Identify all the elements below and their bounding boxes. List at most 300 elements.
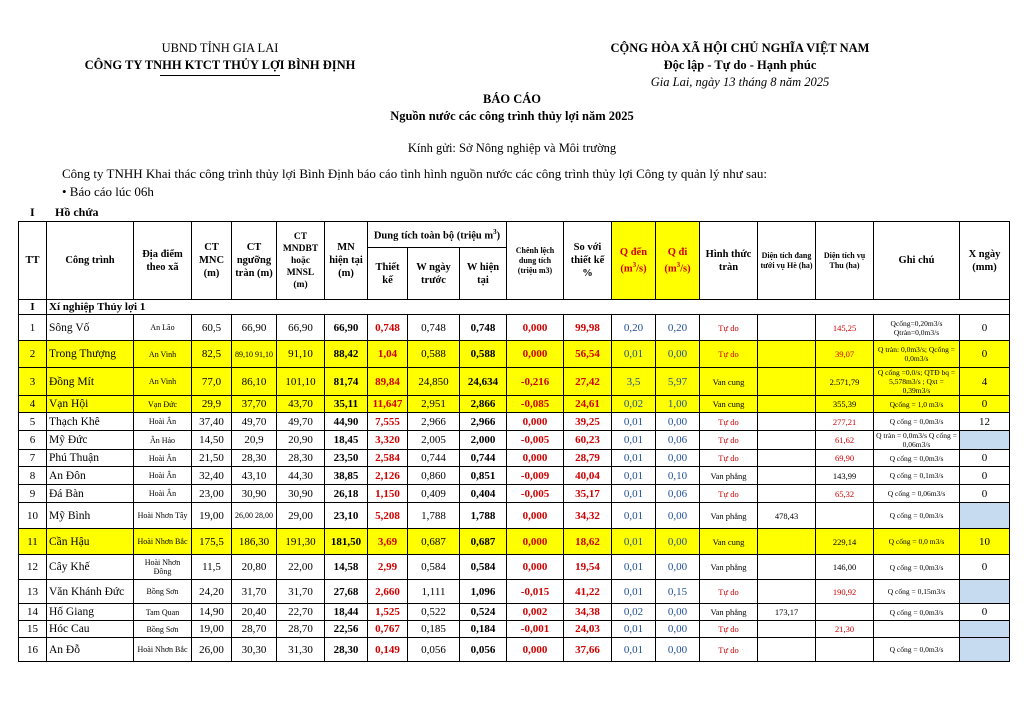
header-ct-mnc: CT MNC (m) [192, 222, 232, 300]
x-ngay: 0 [960, 467, 1010, 485]
header-left [70, 40, 370, 76]
dien-tich-he: 478,43 [758, 503, 816, 529]
ghi-chu: Q cống = 0,0m3/s [874, 503, 960, 529]
ct-mnc: 77,0 [192, 368, 232, 396]
location: An Vinh [134, 368, 192, 396]
ct-mndbt: 22,00 [277, 555, 325, 580]
q-di: 0,00 [656, 503, 700, 529]
table-row [19, 341, 1010, 368]
header-divider [160, 75, 280, 76]
dien-tich-he [758, 431, 816, 450]
w-ngay-truoc: 0,860 [408, 467, 460, 485]
ct-mnc: 23,00 [192, 485, 232, 503]
table-row [19, 638, 1010, 662]
header-dien-tich-he: Diện tích đang tưới vụ Hè (ha) [758, 222, 816, 300]
header-tt: TT [19, 222, 47, 300]
header-mn-hien-tai: MN hiện tại (m) [325, 222, 368, 300]
authority-name: UBND TỈNH GIA LAI [161, 41, 279, 55]
chenh-lech: -0,005 [507, 431, 564, 450]
ct-nguong: 28,30 [232, 450, 277, 467]
ct-mnc: 32,40 [192, 467, 232, 485]
station-name: Sông Vố [47, 315, 134, 341]
tt-cell: 14 [19, 604, 47, 621]
x-ngay: 0 [960, 315, 1010, 341]
company-name: CÔNG TY TNHH KTCT THỦY LỢI BÌNH ĐỊNH [84, 58, 356, 72]
q-di: 0,00 [656, 604, 700, 621]
q-den: 0,01 [612, 485, 656, 503]
x-ngay [960, 638, 1010, 662]
header-so-voi: So với thiết kế % [564, 222, 612, 300]
tt-cell: 8 [19, 467, 47, 485]
tt-cell: 9 [19, 485, 47, 503]
hinh-thuc: Tự do [700, 580, 758, 604]
so-voi: 56,54 [564, 341, 612, 368]
dien-tich-he [758, 555, 816, 580]
station-name: Hố Giang [47, 604, 134, 621]
chenh-lech: 0,000 [507, 315, 564, 341]
ct-nguong: 66,90 [232, 315, 277, 341]
dien-tich-thu [816, 604, 874, 621]
tt-cell: 4 [19, 396, 47, 413]
header-ct-nguong: CT ngưỡng tràn (m) [232, 222, 277, 300]
table-row [19, 368, 1010, 396]
header-dien-tich-thu: Diện tích vụ Thu (ha) [816, 222, 874, 300]
tt-cell: 1 [19, 315, 47, 341]
tt-cell: 10 [19, 503, 47, 529]
w-hien-tai: 0,851 [460, 467, 507, 485]
w-hien-tai: 0,744 [460, 450, 507, 467]
thiet-ke: 2,660 [368, 580, 408, 604]
hinh-thuc: Tự do [700, 638, 758, 662]
chenh-lech: -0,085 [507, 396, 564, 413]
ct-nguong: 89,10 91,10 [232, 341, 277, 368]
station-name: Mỹ Đức [47, 431, 134, 450]
so-voi: 60,23 [564, 431, 612, 450]
q-di: 1,00 [656, 396, 700, 413]
ct-nguong: 26,00 28,00 [232, 503, 277, 529]
ct-mndbt: 49,70 [277, 413, 325, 431]
w-hien-tai: 1,788 [460, 503, 507, 529]
q-den: 0,01 [612, 529, 656, 555]
ct-mndbt: 28,70 [277, 621, 325, 638]
w-ngay-truoc: 1,788 [408, 503, 460, 529]
w-hien-tai: 1,096 [460, 580, 507, 604]
hinh-thuc: Tự do [700, 450, 758, 467]
location: Bồng Sơn [134, 580, 192, 604]
location: Hoài Nhơn Bắc [134, 638, 192, 662]
station-name: Phú Thuận [47, 450, 134, 467]
dien-tich-he [758, 396, 816, 413]
ghi-chu: Q cống = 0,0m3/s [874, 604, 960, 621]
header-thiet-ke: Thiết kế [368, 248, 408, 300]
ghi-chu: Q tràn: 0,0m3/s; Qcống = 0,0m3/s [874, 341, 960, 368]
dien-tich-he [758, 467, 816, 485]
thiet-ke: 3,69 [368, 529, 408, 555]
thiet-ke: 3,320 [368, 431, 408, 450]
chenh-lech: 0,000 [507, 503, 564, 529]
dien-tich-he [758, 315, 816, 341]
ct-mnc: 82,5 [192, 341, 232, 368]
q-den: 0,01 [612, 431, 656, 450]
w-hien-tai: 0,588 [460, 341, 507, 368]
so-voi: 35,17 [564, 485, 612, 503]
ct-mnc: 60,5 [192, 315, 232, 341]
hinh-thuc: Tự do [700, 315, 758, 341]
tt-cell: 6 [19, 431, 47, 450]
dien-tich-thu [816, 503, 874, 529]
w-hien-tai: 0,584 [460, 555, 507, 580]
recipient: Kính gửi: Sở Nông nghiệp và Môi trường [407, 141, 617, 155]
mn-hien-tai: 38,85 [325, 467, 368, 485]
x-ngay: 12 [960, 413, 1010, 431]
so-voi: 34,32 [564, 503, 612, 529]
section-label: Hồ chứa [55, 205, 99, 219]
mn-hien-tai: 88,42 [325, 341, 368, 368]
ct-mndbt: 91,10 [277, 341, 325, 368]
thiet-ke: 1,525 [368, 604, 408, 621]
so-voi: 18,62 [564, 529, 612, 555]
chenh-lech: 0,000 [507, 555, 564, 580]
group-number: I [19, 300, 47, 315]
station-name: An Đôn [47, 467, 134, 485]
w-ngay-truoc: 2,966 [408, 413, 460, 431]
chenh-lech: -0,005 [507, 485, 564, 503]
w-ngay-truoc: 1,111 [408, 580, 460, 604]
location: Tam Quan [134, 604, 192, 621]
hinh-thuc: Van phẳng [700, 467, 758, 485]
dien-tich-thu: 143,99 [816, 467, 874, 485]
header-ghi-chu: Ghi chú [874, 222, 960, 300]
dien-tich-thu: 69,90 [816, 450, 874, 467]
ct-nguong: 20,40 [232, 604, 277, 621]
ct-mndbt: 28,30 [277, 450, 325, 467]
dien-tich-he [758, 621, 816, 638]
station-name: An Đỗ [47, 638, 134, 662]
thiet-ke: 5,208 [368, 503, 408, 529]
mn-hien-tai: 44,90 [325, 413, 368, 431]
ghi-chu: Q cống = 0,1m3/s [874, 467, 960, 485]
report-title: BÁO CÁO [483, 92, 541, 106]
dien-tich-he [758, 529, 816, 555]
tt-cell: 7 [19, 450, 47, 467]
q-di: 5,97 [656, 368, 700, 396]
dien-tich-he [758, 638, 816, 662]
q-di: 0,00 [656, 529, 700, 555]
mn-hien-tai: 181,50 [325, 529, 368, 555]
ct-mndbt: 31,70 [277, 580, 325, 604]
mn-hien-tai: 18,44 [325, 604, 368, 621]
w-hien-tai: 0,524 [460, 604, 507, 621]
thiet-ke: 0,748 [368, 315, 408, 341]
thiet-ke: 2,126 [368, 467, 408, 485]
dien-tich-thu [816, 638, 874, 662]
ct-mnc: 29,9 [192, 396, 232, 413]
hinh-thuc: Tự do [700, 485, 758, 503]
header-dia-diem: Địa điểm theo xã [134, 222, 192, 300]
group-row [19, 300, 1010, 315]
ct-mndbt: 43,70 [277, 396, 325, 413]
ct-nguong: 30,30 [232, 638, 277, 662]
ct-nguong: 43,10 [232, 467, 277, 485]
x-ngay [960, 431, 1010, 450]
q-di: 0,06 [656, 431, 700, 450]
q-den: 0,01 [612, 450, 656, 467]
station-name: Vạn Hội [47, 396, 134, 413]
dien-tich-he [758, 413, 816, 431]
w-hien-tai: 2,966 [460, 413, 507, 431]
chenh-lech: -0,015 [507, 580, 564, 604]
dien-tich-he [758, 485, 816, 503]
ghi-chu: Q cống = 0,0m3/s [874, 413, 960, 431]
header-dung-tich: Dung tích toàn bộ (triệu $m^3$) [368, 222, 507, 248]
q-den: 0,01 [612, 580, 656, 604]
so-voi: 39,25 [564, 413, 612, 431]
dien-tich-he [758, 450, 816, 467]
ct-nguong: 31,70 [232, 580, 277, 604]
w-ngay-truoc: 0,584 [408, 555, 460, 580]
ct-mndbt: 22,70 [277, 604, 325, 621]
report-time: • Báo cáo lúc 06h [62, 184, 154, 199]
station-name: Hóc Cau [47, 621, 134, 638]
x-ngay: 4 [960, 368, 1010, 396]
thiet-ke: 0,149 [368, 638, 408, 662]
ghi-chu: Q cống = 0,06m3/s [874, 485, 960, 503]
q-di: 0,00 [656, 341, 700, 368]
x-ngay: 0 [960, 396, 1010, 413]
station-name: Đồng Mít [47, 368, 134, 396]
x-ngay [960, 621, 1010, 638]
ct-nguong: 20,9 [232, 431, 277, 450]
tt-cell: 15 [19, 621, 47, 638]
dien-tich-thu: 39,07 [816, 341, 874, 368]
dien-tich-thu: 355,39 [816, 396, 874, 413]
thiet-ke: 2,584 [368, 450, 408, 467]
report-heading [0, 91, 1024, 125]
chenh-lech: 0,000 [507, 450, 564, 467]
ct-mnc: 24,20 [192, 580, 232, 604]
ghi-chu [874, 621, 960, 638]
section-number: I [30, 205, 35, 219]
location: An Lão [134, 315, 192, 341]
w-hien-tai: 0,687 [460, 529, 507, 555]
mn-hien-tai: 35,11 [325, 396, 368, 413]
dien-tich-thu: 61,62 [816, 431, 874, 450]
dien-tich-he [758, 341, 816, 368]
mn-hien-tai: 28,30 [325, 638, 368, 662]
header-w-hien-tai: W hiện tại [460, 248, 507, 300]
x-ngay: 0 [960, 555, 1010, 580]
thiet-ke: 1,150 [368, 485, 408, 503]
location: An Vinh [134, 341, 192, 368]
ghi-chu: Qcống = 1,0 m3/s [874, 396, 960, 413]
location: Hoài Nhơn Đông [134, 555, 192, 580]
q-den: 0,02 [612, 604, 656, 621]
q-di: 0,06 [656, 485, 700, 503]
table-row [19, 604, 1010, 621]
chenh-lech: 0,000 [507, 413, 564, 431]
location: Hoài Nhơn Bắc [134, 529, 192, 555]
hinh-thuc: Tự do [700, 621, 758, 638]
q-den: 0,20 [612, 315, 656, 341]
header-hinh-thuc: Hình thức tràn [700, 222, 758, 300]
hinh-thuc: Van phẳng [700, 503, 758, 529]
q-den: 0,01 [612, 555, 656, 580]
ghi-chu: Q cống =0,0/s; QTĐ bq = 5,578m3/s ; Qxt = 0,39m3/s [874, 368, 960, 396]
dien-tich-he [758, 580, 816, 604]
ghi-chu: Qcống=0,20m3/s Qtràn=0,0m3/s [874, 315, 960, 341]
q-den: 3,5 [612, 368, 656, 396]
dien-tich-he: 173,17 [758, 604, 816, 621]
q-di: 0,10 [656, 467, 700, 485]
q-di: 0,20 [656, 315, 700, 341]
header-chenh-lech: Chênh lệch dung tích (triệu m3) [507, 222, 564, 300]
so-voi: 34,38 [564, 604, 612, 621]
dien-tich-thu: 2.571,79 [816, 368, 874, 396]
x-ngay: 10 [960, 529, 1010, 555]
x-ngay: 0 [960, 450, 1010, 467]
location: Hoài Ân [134, 485, 192, 503]
w-ngay-truoc: 0,748 [408, 315, 460, 341]
header-ct-mndbt: CT MNDBT hoặc MNSL (m) [277, 222, 325, 300]
location: Hoài Ân [134, 450, 192, 467]
dien-tich-thu: 65,32 [816, 485, 874, 503]
thiet-ke: 7,555 [368, 413, 408, 431]
ct-mndbt: 30,90 [277, 485, 325, 503]
table-row [19, 315, 1010, 341]
ct-mnc: 19,00 [192, 503, 232, 529]
ct-mndbt: 66,90 [277, 315, 325, 341]
republic-name: CỘNG HÒA XÃ HỘI CHỦ NGHĨA VIỆT NAM [610, 41, 870, 55]
dien-tich-thu: 145,25 [816, 315, 874, 341]
header-x-ngay: X ngày (mm) [960, 222, 1010, 300]
ct-mnc: 37,40 [192, 413, 232, 431]
tt-cell: 16 [19, 638, 47, 662]
ct-mnc: 14,50 [192, 431, 232, 450]
w-ngay-truoc: 2,951 [408, 396, 460, 413]
ct-mnc: 11,5 [192, 555, 232, 580]
mn-hien-tai: 27,68 [325, 580, 368, 604]
so-voi: 19,54 [564, 555, 612, 580]
thiet-ke: 1,04 [368, 341, 408, 368]
q-di: 0,00 [656, 621, 700, 638]
ct-mnc: 14,90 [192, 604, 232, 621]
chenh-lech: -0,001 [507, 621, 564, 638]
so-voi: 27,42 [564, 368, 612, 396]
so-voi: 99,98 [564, 315, 612, 341]
dien-tich-thu: 277,21 [816, 413, 874, 431]
ct-mndbt: 101,10 [277, 368, 325, 396]
q-den: 0,02 [612, 396, 656, 413]
mn-hien-tai: 26,18 [325, 485, 368, 503]
ct-nguong: 20,80 [232, 555, 277, 580]
mn-hien-tai: 81,74 [325, 368, 368, 396]
hinh-thuc: Van cung [700, 368, 758, 396]
so-voi: 24,03 [564, 621, 612, 638]
ct-mnc: 26,00 [192, 638, 232, 662]
tt-cell: 3 [19, 368, 47, 396]
q-di: 0,00 [656, 555, 700, 580]
station-name: Văn Khánh Đức [47, 580, 134, 604]
q-den: 0,01 [612, 467, 656, 485]
intro-text: Công ty TNHH Khai thác công trình thủy lợi Bình Định báo cáo tình hình nguồn nước các công trình thủy lợi Công ty quản lý như sau: [62, 166, 767, 181]
q-den: 0,01 [612, 638, 656, 662]
ghi-chu: Q tràn = 0,0m3/s Q cống = 0,06m3/s [874, 431, 960, 450]
header-w-ngay-truoc: W ngày trước [408, 248, 460, 300]
ghi-chu: Q cống = 0,15m3/s [874, 580, 960, 604]
w-ngay-truoc: 0,687 [408, 529, 460, 555]
dien-tich-thu: 190,92 [816, 580, 874, 604]
so-voi: 28,79 [564, 450, 612, 467]
ghi-chu: Q cống = 0,0m3/s [874, 450, 960, 467]
reservoir-table [18, 221, 1010, 662]
header-cong-trinh: Công trình [47, 222, 134, 300]
chenh-lech: 0,002 [507, 604, 564, 621]
x-ngay [960, 580, 1010, 604]
ct-nguong: 28,70 [232, 621, 277, 638]
mn-hien-tai: 18,45 [325, 431, 368, 450]
ct-mnc: 19,00 [192, 621, 232, 638]
x-ngay [960, 503, 1010, 529]
w-hien-tai: 2,000 [460, 431, 507, 450]
ghi-chu: Q cống = 0,0m3/s [874, 638, 960, 662]
group-label: Xí nghiệp Thủy lợi 1 [47, 300, 1010, 315]
mn-hien-tai: 22,56 [325, 621, 368, 638]
chenh-lech: 0,000 [507, 341, 564, 368]
w-hien-tai: 0,056 [460, 638, 507, 662]
location: Hoài Ân [134, 413, 192, 431]
table-row [19, 621, 1010, 638]
tt-cell: 2 [19, 341, 47, 368]
station-name: Cây Khế [47, 555, 134, 580]
report-subtitle: Nguồn nước các công trình thủy lợi năm 2025 [390, 109, 634, 123]
tt-cell: 11 [19, 529, 47, 555]
w-ngay-truoc: 0,409 [408, 485, 460, 503]
dien-tich-thu: 146,00 [816, 555, 874, 580]
mn-hien-tai: 66,90 [325, 315, 368, 341]
table-row [19, 450, 1010, 467]
ghi-chu: Q cống = 0,0 m3/s [874, 529, 960, 555]
so-voi: 37,66 [564, 638, 612, 662]
ct-mndbt: 31,30 [277, 638, 325, 662]
tt-cell: 12 [19, 555, 47, 580]
chenh-lech: 0,000 [507, 529, 564, 555]
report-date: Gia Lai, ngày 13 tháng 8 năm 2025 [650, 75, 830, 89]
ghi-chu: Q cống = 0,0m3/s [874, 555, 960, 580]
q-di: 0,00 [656, 413, 700, 431]
mn-hien-tai: 23,50 [325, 450, 368, 467]
q-di: 0,00 [656, 450, 700, 467]
table-row [19, 555, 1010, 580]
x-ngay: 0 [960, 604, 1010, 621]
hinh-thuc: Tự do [700, 413, 758, 431]
q-di: 0,15 [656, 580, 700, 604]
location: Hoài Nhơn Tây [134, 503, 192, 529]
national-motto: Độc lập - Tự do - Hạnh phúc [663, 58, 817, 72]
tt-cell: 13 [19, 580, 47, 604]
station-name: Trong Thượng [47, 341, 134, 368]
ct-mnc: 21,50 [192, 450, 232, 467]
w-ngay-truoc: 24,850 [408, 368, 460, 396]
hinh-thuc: Van cung [700, 529, 758, 555]
location: Vạn Đức [134, 396, 192, 413]
w-ngay-truoc: 0,588 [408, 341, 460, 368]
mn-hien-tai: 23,10 [325, 503, 368, 529]
w-ngay-truoc: 0,056 [408, 638, 460, 662]
x-ngay: 0 [960, 341, 1010, 368]
station-name: Thạch Khê [47, 413, 134, 431]
table-row [19, 580, 1010, 604]
w-hien-tai: 0,184 [460, 621, 507, 638]
